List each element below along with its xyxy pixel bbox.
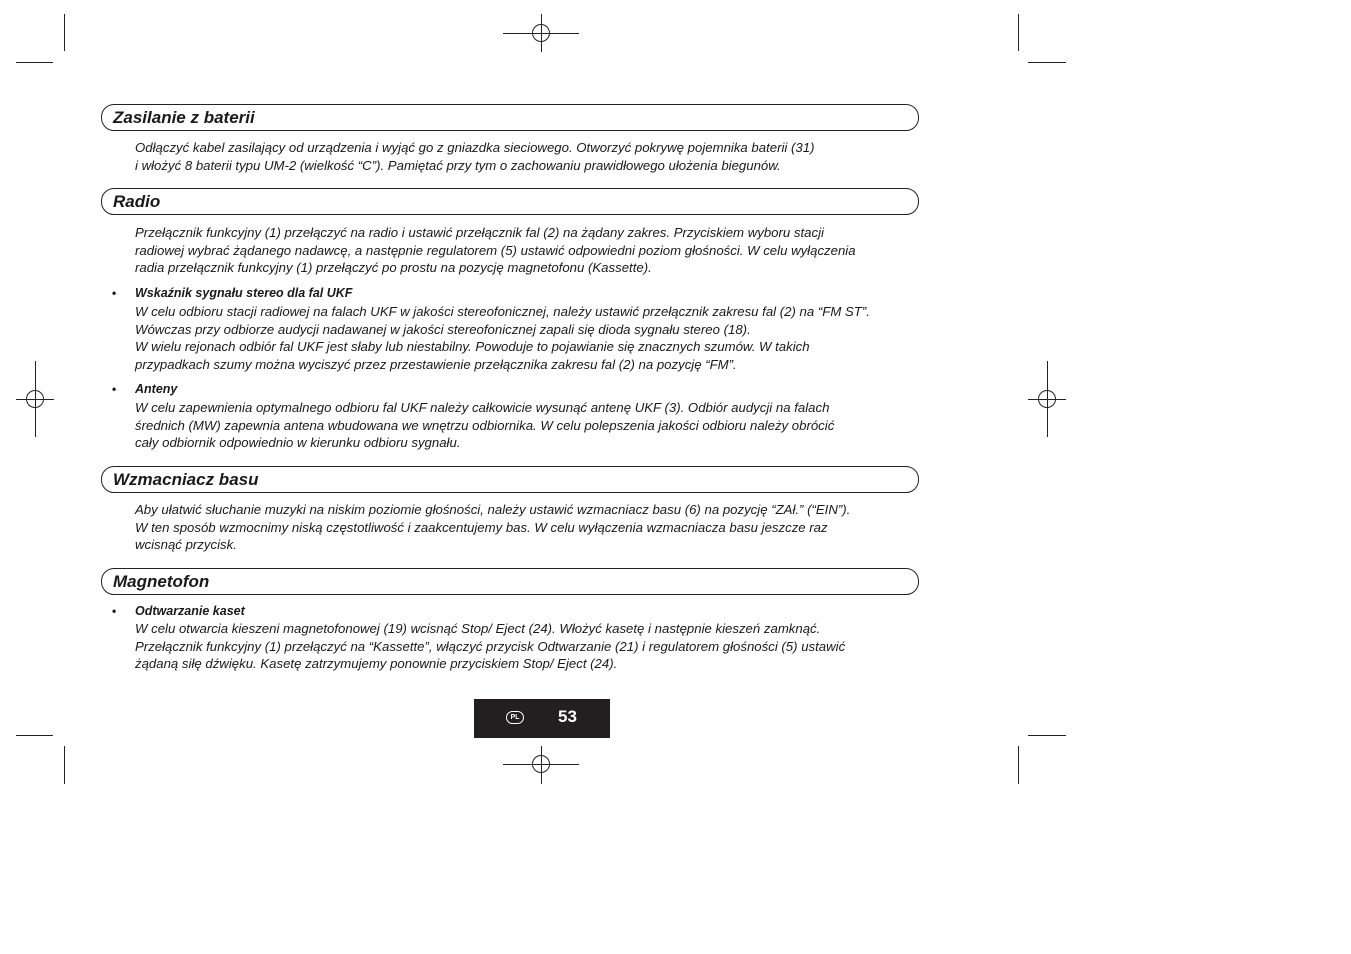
battery-text <box>135 139 814 174</box>
text-line: W wielu rejonach odbiór fal UKF jest słaby lub niestabilny. Powoduje to pojawianie się znacznych szumów. W takich <box>135 339 810 354</box>
text-line: i włożyć 8 baterii typu UM-2 (wielkość “C”). Pamiętać przy tym o zachowaniu prawidłowego ułożenia biegunów. <box>135 157 781 173</box>
text-line: Aby ułatwić słuchanie muzyki na niskim poziomie głośności, należy ustawić wzmacniacz basu (6) na pozycję “ZAł.” (“EIN”). <box>135 502 851 517</box>
section-header-tape <box>101 568 919 595</box>
radio-text <box>135 224 856 277</box>
language-badge: PL <box>506 711 524 724</box>
text-line: radia przełącznik funkcyjny (1) przełączyć po prostu na pozycję magnetofonu (Kassette). <box>135 260 652 275</box>
stereo-text <box>135 303 870 373</box>
bullet-title-stereo: Wskaźnik sygnału stereo dla fal UKF <box>135 286 353 300</box>
text-line: Wówczas przy odbiorze audycji nadawanej w jakości stereofonicznej zapali się dioda sygnału stereo (18). <box>135 321 751 337</box>
text-line: cały odbiornik odpowiednio w kierunku odbioru sygnału. <box>135 435 461 450</box>
text-line: Przełącznik funkcyjny (1) przełączyć na “Kassette”, włączyć przycisk Odtwarzanie (21) i regulatorem głośności (5) ustawić <box>135 638 846 654</box>
text-line: W celu otwarcia kieszeni magnetofonowej (19) wcisnąć Stop/ Eject (24). Włożyć kasetę i następnie kieszeń zamknąć. <box>135 621 821 636</box>
section-header-battery <box>101 104 919 131</box>
bullet-title-antennas: Anteny <box>135 382 178 396</box>
text-line: średnich (MW) zapewnia antena wbudowana we wnętrzu odbiornika. W celu polepszenia jakości odbioru należy obrócić <box>135 417 835 433</box>
text-line: W celu odbioru stacji radiowej na falach UKF w jakości stereofonicznej, należy ustawić przełącznik zakresu fal (2) na “FM ST”. <box>135 304 870 319</box>
bullet-marker: • <box>112 604 117 618</box>
bullet-title-playback: Odtwarzanie kaset <box>135 604 245 618</box>
text-line: wcisnąć przycisk. <box>135 537 237 552</box>
text-line: W celu zapewnienia optymalnego odbioru fal UKF należy całkowicie wysunąć antenę UKF (3). Odbiór audycji na falach <box>135 400 830 415</box>
text-line: przypadkach szumy można wyciszyć przez przestawienie przełącznika zakresu fal (2) na pozycję “FM”. <box>135 356 737 372</box>
section-title-tape: Magnetofon <box>113 572 210 591</box>
text-line: Przełącznik funkcyjny (1) przełączyć na radio i ustawić przełącznik fal (2) na żądany zakres. Przyciskiem wyboru stacji <box>135 225 824 240</box>
playback-text <box>135 620 845 673</box>
section-header-bass <box>101 466 919 493</box>
bullet-marker: • <box>112 286 117 300</box>
text-line: żądaną siłę dźwięku. Kasetę zatrzymujemy ponownie przyciskiem Stop/ Eject (24). <box>135 656 618 671</box>
bullet-marker: • <box>112 382 117 396</box>
bass-text <box>135 501 850 554</box>
text-line: Odłączyć kabel zasilający od urządzenia i wyjąć go z gniazdka sieciowego. Otworzyć pokrywę pojemnika baterii (31) <box>135 140 815 155</box>
page-number: 53 <box>558 707 577 726</box>
section-title-radio: Radio <box>113 192 161 211</box>
antennas-text <box>135 399 834 452</box>
text-line: W ten sposób wzmocnimy niską częstotliwość i zaakcentujemy bas. W celu wyłączenia wzmacniacza basu jeszcze raz <box>135 519 828 535</box>
page-footer <box>474 699 610 738</box>
text-line: radiowej wybrać żądanego nadawcę, a następnie regulatorem (5) ustawić odpowiedni poziom głośności. W celu wyłączenia <box>135 242 856 258</box>
section-title-bass: Wzmacniacz basu <box>113 470 259 489</box>
section-header-radio <box>101 188 919 215</box>
section-title-battery: Zasilanie z baterii <box>113 108 255 127</box>
